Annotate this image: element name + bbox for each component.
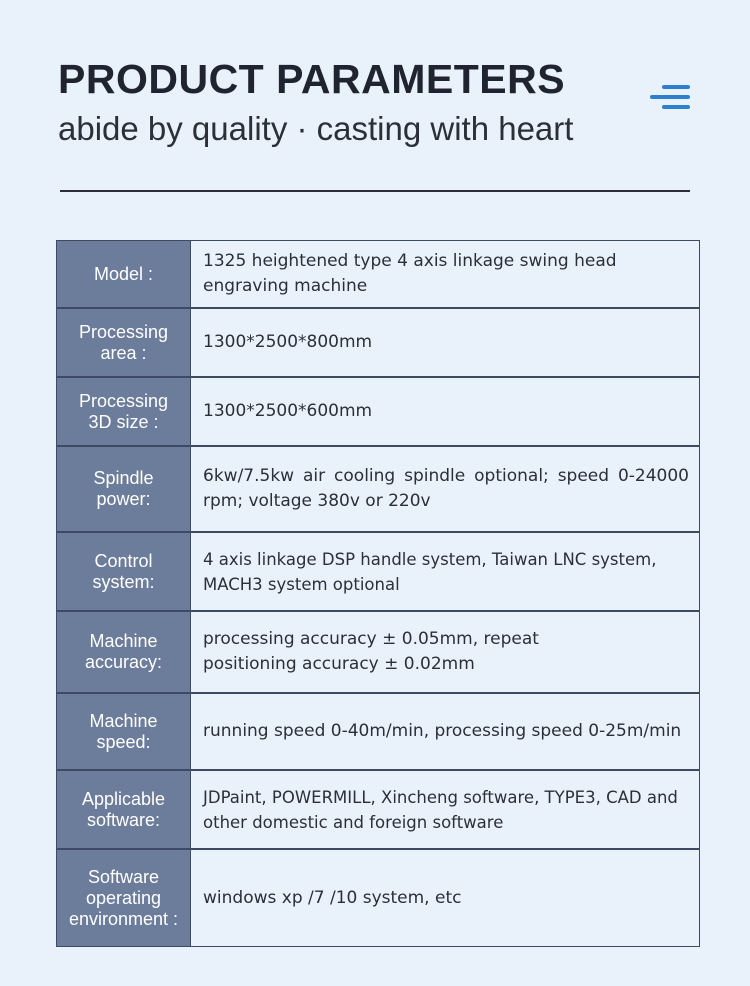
- table-row-model: [57, 241, 699, 309]
- table-row-software-environment: [57, 850, 699, 946]
- row-label: [57, 447, 191, 531]
- row-label: [57, 612, 191, 692]
- table-row-applicable-software: [57, 771, 699, 850]
- row-value-text: windows xp /7 /10 system, etc: [203, 887, 462, 908]
- row-value: [191, 771, 699, 848]
- row-label-text: Control system:: [92, 550, 155, 592]
- hamburger-menu-icon[interactable]: [650, 85, 692, 111]
- page-subtitle: abide by quality · casting with heart: [58, 110, 574, 147]
- table-row-machine-speed: [57, 694, 699, 771]
- row-value-text: 1300*2500*800mm: [203, 332, 373, 352]
- parameters-table: [56, 240, 700, 947]
- row-value-text: 4 axis linkage DSP handle system, Taiwan LNC system, MACH3 system optional: [203, 549, 657, 594]
- row-value: [191, 850, 699, 946]
- table-row-processing-3d-size: [57, 378, 699, 447]
- row-label: [57, 533, 191, 610]
- row-value-text: processing accuracy ± 0.05mm, repeat positioning accuracy ± 0.02mm: [203, 629, 539, 674]
- row-label: [57, 694, 191, 769]
- row-label-text: Model :: [93, 263, 154, 284]
- row-label: [57, 850, 191, 946]
- row-label: [57, 309, 191, 376]
- row-value: [191, 447, 699, 531]
- row-value: [191, 694, 699, 769]
- row-value: [191, 612, 699, 692]
- row-label-text: Processing 3D size :: [78, 390, 169, 432]
- table-row-processing-area: [57, 309, 699, 378]
- row-label: [57, 771, 191, 848]
- row-value: [191, 533, 699, 610]
- row-value: [191, 309, 699, 376]
- row-label-text: Machine speed:: [89, 710, 158, 752]
- row-value-text: running speed 0-40m/min, processing speed 0-25m/min: [203, 721, 682, 741]
- page-title: PRODUCT PARAMETERS: [58, 56, 566, 102]
- row-value-text: 1325 heightened type 4 axis linkage swing head engraving machine: [203, 251, 617, 296]
- row-label: [57, 241, 191, 307]
- row-label-text: Processing area :: [78, 321, 169, 363]
- row-label-text: Applicable software:: [81, 788, 166, 830]
- row-value: [191, 378, 699, 445]
- header-divider: [60, 190, 690, 192]
- row-value-text: 1300*2500*600mm: [203, 401, 373, 421]
- row-label-text: Spindle power:: [93, 468, 154, 509]
- row-label-text: Software operating environment :: [68, 866, 179, 929]
- row-value: [191, 241, 699, 307]
- row-label: [57, 378, 191, 445]
- table-row-machine-accuracy: [57, 612, 699, 694]
- table-row-control-system: [57, 533, 699, 612]
- row-value-text: JDPaint, POWERMILL, Xincheng software, TYPE3, CAD and other domestic and foreign software: [203, 787, 678, 832]
- table-row-spindle-power: [57, 447, 699, 533]
- row-label-text: Machine accuracy:: [84, 631, 163, 672]
- row-value-text: 6kw/7.5kw air cooling spindle optional; speed 0-24000 rpm; voltage 380v or 220v: [203, 466, 689, 511]
